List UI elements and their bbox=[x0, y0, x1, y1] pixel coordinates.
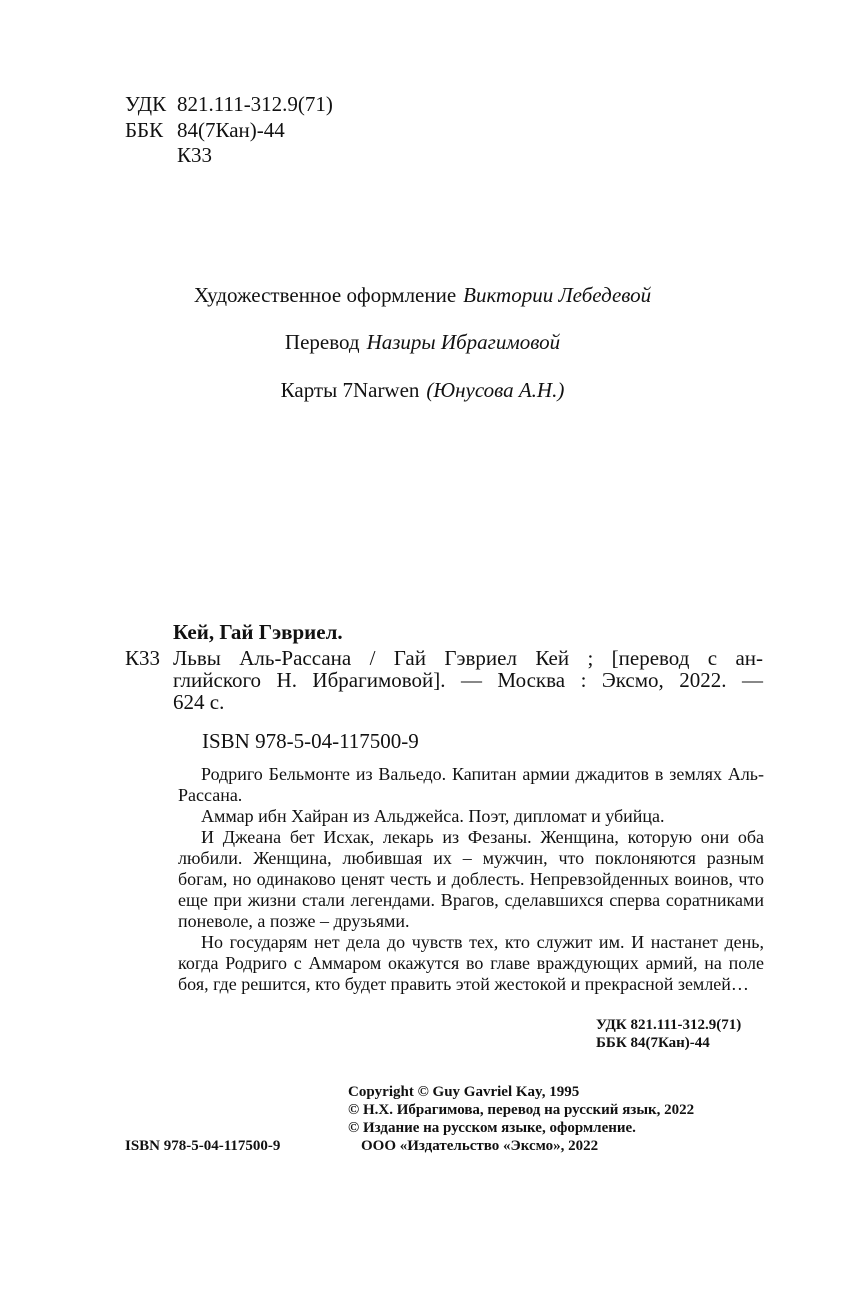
copyright-line-2: © Н.Х. Ибрагимова, перевод на русский язык, 2022 bbox=[348, 1102, 695, 1118]
design-label: Художественное оформление bbox=[193, 283, 457, 307]
udk-label: УДК bbox=[125, 92, 167, 116]
udk-line bbox=[125, 91, 333, 117]
udk-value: 821.111-312.9(71) bbox=[177, 92, 333, 116]
translation-name: Назиры Ибрагимовой bbox=[366, 330, 561, 354]
copyright-line-3: © Издание на русском языке, оформление. bbox=[348, 1120, 636, 1136]
bbk-value: 84(7Кан)-44 bbox=[177, 118, 285, 142]
maps-label: Карты 7Narwen bbox=[280, 378, 420, 402]
maps-name: (Юнусова А.Н.) bbox=[426, 378, 565, 402]
author-sign-top: К33 bbox=[177, 143, 213, 167]
bib-isbn: ISBN 978-5-04-117500-9 bbox=[202, 729, 419, 753]
annotation-paragraph: Аммар ибн Хайран из Альджейса. Поэт, дипломат и убийца. bbox=[201, 806, 665, 826]
bib-line-3: 624 с. bbox=[173, 690, 225, 714]
bbk-bottom: ББК 84(7Кан)-44 bbox=[596, 1035, 710, 1051]
translation-credit bbox=[0, 330, 845, 355]
annotation-paragraph: Но государям нет дела до чувств тех, кто служит им. И настанет день, когда Родриго с Аммаром окажутся во главе враждующих армий, на поле боя, где решится, кто будет править этой жестокой и прекрасной землей… bbox=[178, 932, 764, 994]
translation-label: Перевод bbox=[284, 330, 360, 354]
bbk-label: ББК bbox=[125, 118, 164, 142]
copyright-line-4: ООО «Издательство «Эксмо», 2022 bbox=[361, 1138, 599, 1154]
design-credit bbox=[0, 283, 845, 308]
design-name: Виктории Лебедевой bbox=[463, 283, 652, 307]
udk-bottom: УДК 821.111-312.9(71) bbox=[596, 1017, 742, 1033]
bib-line-2: глийского Н. Ибрагимовой]. — Москва : Эксмо, 2022. — bbox=[173, 668, 763, 692]
annotation-paragraph: Родриго Бельмонте из Вальедо. Капитан армии джадитов в землях Аль-Рассана. bbox=[178, 764, 764, 805]
annotation-paragraph: И Джеана бет Исхак, лекарь из Фезаны. Женщина, которую они оба любили. Женщина, любившая их – мужчин, что поклоняются разным богам, но одинаково ценят честь и доблесть. Непревзойденных воинов, что еще при жизни стали легендами. Врагов, сделавшихся сперва соратниками поневоле, а позже – друзьями. bbox=[178, 827, 764, 931]
copyright-line-1: Copyright © Guy Gavriel Kay, 1995 bbox=[348, 1084, 580, 1100]
bib-sign: К33 bbox=[125, 646, 161, 670]
annotation bbox=[178, 764, 764, 995]
bib-line-1: Львы Аль-Рассана / Гай Гэвриел Кей ; [перевод с ан- bbox=[173, 646, 763, 670]
bib-heading: Кей, Гай Гэвриел. bbox=[173, 620, 343, 644]
maps-credit bbox=[0, 378, 845, 403]
bbk-line bbox=[125, 117, 285, 143]
isbn-bottom: ISBN 978-5-04-117500-9 bbox=[125, 1138, 281, 1154]
